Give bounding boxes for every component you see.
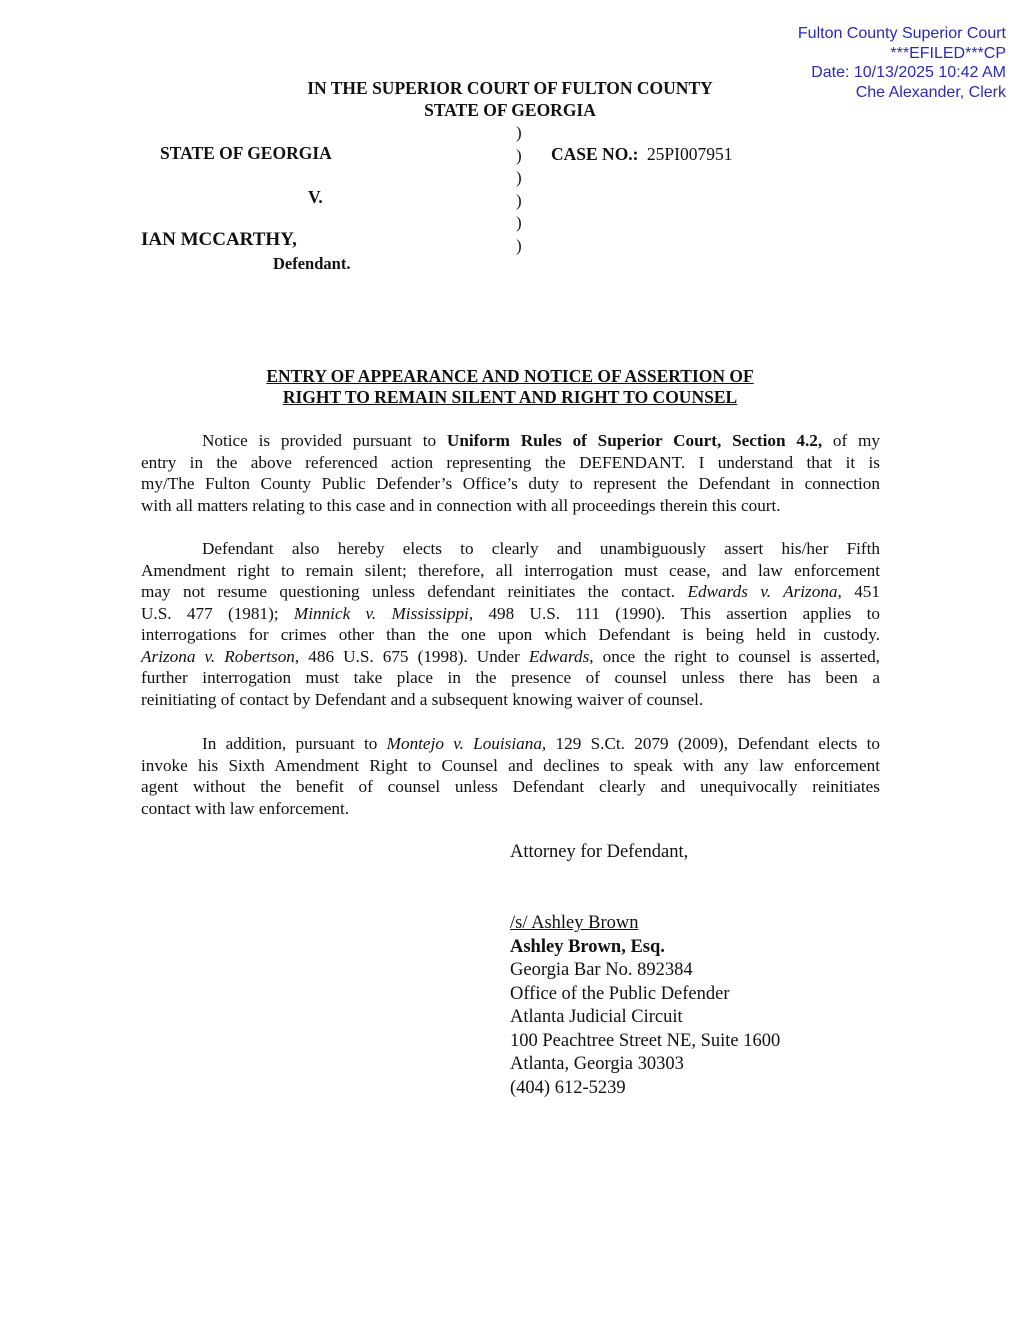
phone-number: (404) 612-5239 — [510, 1077, 626, 1098]
caption-paren: ) — [516, 168, 522, 187]
street-address: 100 Peachtree Street NE, Suite 1600 — [510, 1030, 781, 1051]
paragraph-line — [141, 581, 880, 603]
caption-paren: ) — [516, 213, 522, 232]
paragraph-line — [141, 430, 880, 452]
court-state: STATE OF GEORGIA — [424, 100, 596, 120]
document-title-line2: RIGHT TO REMAIN SILENT AND RIGHT TO COUNSEL — [282, 386, 738, 407]
case-number-value: 25PI007951 — [646, 144, 733, 164]
paragraph-line — [141, 603, 880, 625]
case-number — [551, 144, 732, 165]
paragraph-line: with all matters relating to this case and in connection with all proceedings therein this court. — [141, 495, 781, 515]
paragraph-line: entry in the above referenced action representing the DEFENDANT. I understand that it is — [141, 452, 880, 472]
stamp-date: Date: 10/13/2025 10:42 AM — [811, 64, 1006, 81]
electronic-signature: /s/ Ashley Brown — [510, 913, 639, 933]
bar-number: Georgia Bar No. 892384 — [510, 960, 693, 980]
paragraph-sixth-amendment — [141, 733, 880, 819]
court-header — [200, 77, 820, 121]
office-name: Office of the Public Defender — [510, 983, 730, 1004]
caption-paren: ) — [516, 190, 522, 210]
caption-paren: ) — [516, 145, 522, 165]
paragraph-line: interrogations for crimes other than the one upon which Defendant is being held in custody. — [141, 625, 880, 644]
paragraph-line: my/The Fulton County Public Defender’s Office’s duty to represent the Defendant in connection — [141, 474, 880, 493]
case-citation: Edwards — [528, 646, 590, 666]
text-run: , once the right to counsel is asserted, — [589, 646, 880, 666]
text-run: may not resume questioning unless defendant reinitiates the contact. — [141, 582, 688, 601]
stamp-court: Fulton County Superior Court — [797, 25, 1006, 42]
text-run: Notice is provided pursuant to — [202, 431, 447, 450]
case-number-label: CASE NO.: — [551, 144, 639, 164]
paragraph-line — [141, 646, 880, 668]
paragraph-line: reinitiating of contact by Defendant and a subsequent knowing waiver of counsel. — [141, 689, 704, 709]
text-run: In addition, pursuant to — [202, 734, 387, 753]
paragraph-line: agent without the benefit of counsel unless Defendant clearly and unequivocally reinitiates — [141, 777, 880, 796]
text-run: 486 U.S. 675 (1998). Under — [299, 646, 529, 666]
stamp-clerk: Che Alexander, Clerk — [855, 83, 1006, 101]
caption-paren: ) — [516, 123, 522, 142]
caption-defendant-role: Defendant. — [273, 254, 351, 273]
judicial-circuit: Atlanta Judicial Circuit — [510, 1007, 683, 1027]
caption-defendant-name: IAN MCCARTHY, — [141, 229, 297, 250]
document-title-line1: ENTRY OF APPEARANCE AND NOTICE OF ASSERTION OF — [266, 366, 754, 386]
city-state-zip: Atlanta, Georgia 30303 — [510, 1054, 684, 1074]
case-citation: Arizona v. Robertson, — [141, 646, 300, 666]
paragraph-line: contact with law enforcement. — [141, 798, 350, 818]
paragraph-line — [141, 733, 880, 755]
signature-closing: Attorney for Defendant, — [510, 842, 689, 862]
text-run: U.S. 477 (1981); — [141, 603, 294, 623]
text-run: of my — [822, 431, 881, 450]
document-title — [140, 366, 880, 407]
case-citation: Montejo v. Louisiana, — [386, 734, 547, 753]
rule-citation: Uniform Rules of Superior Court, Section 4.2, — [446, 431, 823, 450]
text-run: 129 S.Ct. 2079 (2009), Defendant elects to — [546, 734, 880, 753]
paragraph-notice — [141, 430, 880, 516]
signature-block — [510, 912, 780, 1100]
paragraph-line: Defendant also hereby elects to clearly and unambiguously assert his/her Fifth — [202, 539, 880, 558]
text-run: 498 U.S. 111 (1990). This assertion applies to — [473, 603, 880, 623]
caption-paren: ) — [516, 235, 522, 255]
text-run: , 451 — [837, 582, 880, 601]
paragraph-line: invoke his Sixth Amendment Right to Counsel and declines to speak with any law enforcement — [141, 755, 880, 775]
paragraph-line: Amendment right to remain silent; therefore, all interrogation must cease, and law enforcement — [141, 560, 880, 580]
case-citation: Edwards v. Arizona — [687, 582, 838, 601]
caption-plaintiff: STATE OF GEORGIA — [160, 143, 332, 163]
stamp-status: ***EFILED***CP — [890, 44, 1006, 62]
paragraph-fifth-amendment — [141, 538, 880, 710]
paragraph-line: further interrogation must take place in the presence of counsel unless there has been a — [141, 668, 880, 687]
court-name: IN THE SUPERIOR COURT OF FULTON COUNTY — [307, 78, 713, 98]
caption-versus: V. — [308, 187, 323, 207]
attorney-name: Ashley Brown, Esq. — [510, 936, 665, 957]
case-citation: Minnick v. Mississippi, — [293, 603, 474, 623]
caption-parentheses — [516, 122, 522, 257]
